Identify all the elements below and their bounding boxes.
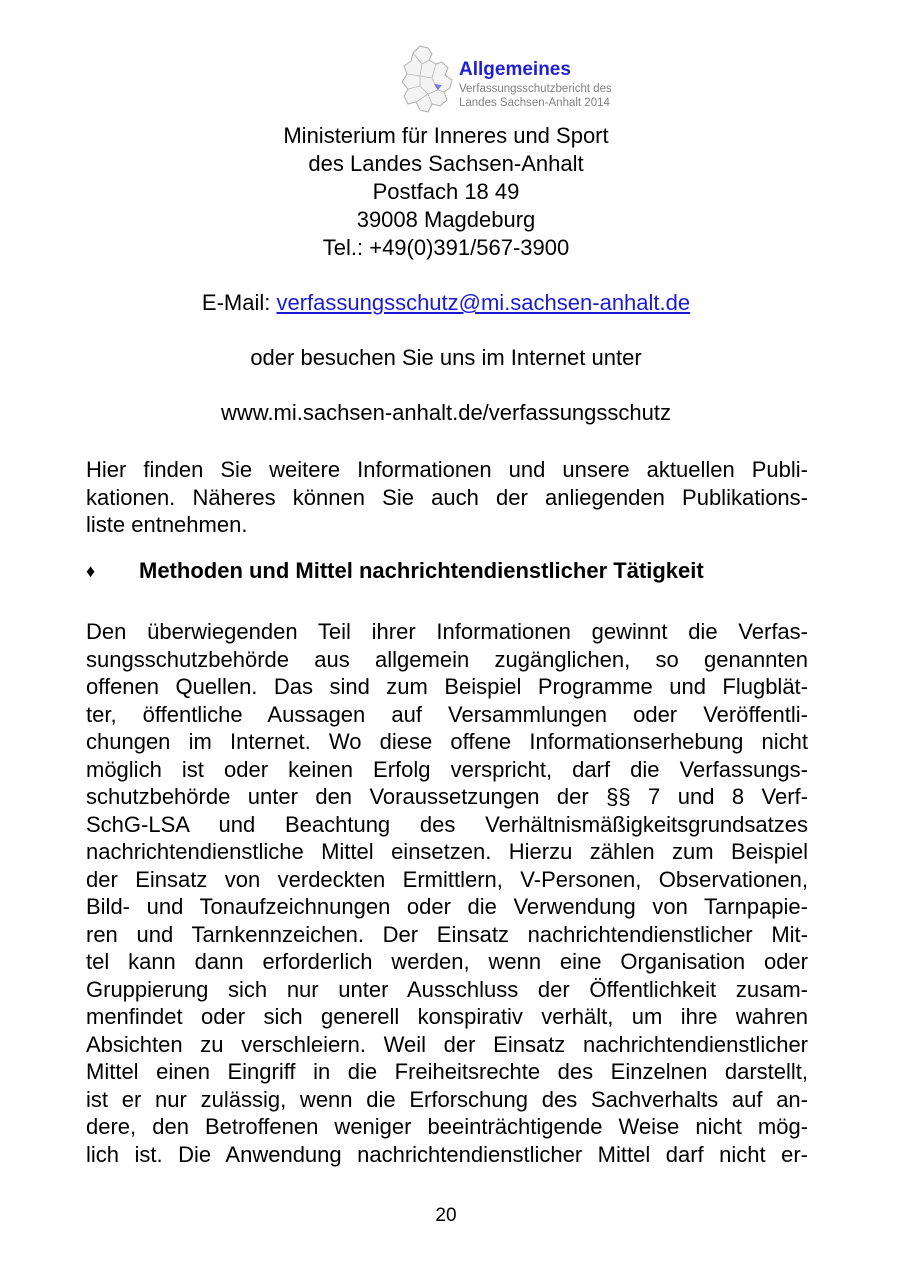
paragraph-line: lich ist. Die Anwendung nachrichtendienstlicher Mittel darf nicht er- bbox=[86, 1141, 808, 1167]
paragraph-line: ren und Tarnkennzeichen. Der Einsatz nachrichtendienstlicher Mit- bbox=[86, 921, 808, 947]
paragraph-line: Den überwiegenden Teil ihrer Informationen gewinnt die Verfas- bbox=[86, 619, 808, 644]
email-label: E-Mail: bbox=[201, 290, 277, 315]
paragraph-line: Mittel einen Eingriff in die Freiheitsrechte des Einzelnen darstellt, bbox=[86, 1059, 808, 1084]
diamond-bullet-icon: ♦ bbox=[86, 561, 96, 581]
paragraph-line: tel kann dann erforderlich werden, wenn eine Organisation oder bbox=[86, 949, 808, 974]
paragraph-line: offenen Quellen. Das sind zum Beispiel Programme und Flugblät- bbox=[86, 674, 808, 699]
paragraph-line: dere, den Betroffenen weniger beeinträchtigende Weise nicht mög- bbox=[86, 1114, 808, 1139]
saxony-anhalt-map-icon bbox=[398, 44, 460, 116]
info-paragraph bbox=[86, 456, 808, 539]
paragraph-line: nachrichtendienstliche Mittel einsetzen. Hierzu zählen zum Beispiel bbox=[86, 839, 808, 864]
paragraph-line: kationen. Näheres können Sie auch der anliegenden Publikations- bbox=[86, 484, 808, 510]
address-line: 39008 Magdeburg bbox=[356, 207, 536, 232]
paragraph-line: sungsschutzbehörde aus allgemein zugänglichen, so genannten bbox=[86, 646, 808, 672]
address-line: des Landes Sachsen-Anhalt bbox=[308, 151, 584, 176]
page-number: 20 bbox=[435, 1205, 457, 1226]
paragraph-line: chungen im Internet. Wo diese offene Informationserhebung nicht bbox=[86, 729, 808, 754]
section-title: Allgemeines bbox=[459, 59, 571, 80]
paragraph-line: Bild- und Tonaufzeichnungen oder die Verwendung von Tarnpapie- bbox=[86, 894, 808, 919]
address-line: Postfach 18 49 bbox=[372, 179, 520, 204]
paragraph-line: menfindet oder sich generell konspirativ verhält, um ihre wahren bbox=[86, 1004, 808, 1029]
paragraph-line: SchG-LSA und Beachtung des Verhältnismäßigkeitsgrundsatzes bbox=[86, 811, 808, 837]
paragraph-line: ter, öffentliche Aussagen auf Versammlungen oder Veröffentli- bbox=[86, 701, 808, 727]
address-block bbox=[0, 122, 892, 262]
email-link[interactable]: verfassungsschutz@mi.sachsen-anhalt.de bbox=[276, 290, 691, 315]
paragraph-line: möglich ist oder keinen Erfolg verspricht, darf die Verfassungs- bbox=[86, 756, 808, 782]
paragraph-line: Hier finden Sie weitere Informationen und unsere aktuellen Publi- bbox=[86, 457, 808, 482]
address-line: Ministerium für Inneres und Sport bbox=[283, 123, 609, 148]
paragraph-line: ist er nur zulässig, wenn die Erforschung des Sachverhalts auf an- bbox=[86, 1086, 808, 1112]
paragraph-line: liste entnehmen. bbox=[86, 512, 248, 537]
report-subtitle-line1: Verfassungsschutzbericht des bbox=[459, 83, 612, 95]
paragraph-line: Gruppierung sich nur unter Ausschluss der Öffentlichkeit zusam- bbox=[86, 976, 808, 1002]
email-line bbox=[0, 289, 892, 317]
paragraph-line: der Einsatz von verdeckten Ermittlern, V-Personen, Observationen, bbox=[86, 866, 808, 892]
phone-line: Tel.: +49(0)391/567-3900 bbox=[322, 235, 570, 260]
page-header bbox=[398, 44, 638, 116]
visit-text: oder besuchen Sie uns im Internet unter bbox=[250, 345, 642, 370]
report-subtitle-line2: Landes Sachsen-Anhalt 2014 bbox=[459, 97, 610, 109]
section-heading-text: Methoden und Mittel nachrichtendienstlicher Tätigkeit bbox=[139, 558, 704, 583]
paragraph-line: Absichten zu verschleiern. Weil der Einsatz nachrichtendienstlicher bbox=[86, 1031, 808, 1057]
paragraph-line: schutzbehörde unter den Voraussetzungen der §§ 7 und 8 Verf- bbox=[86, 784, 808, 809]
body-paragraph bbox=[86, 618, 808, 1168]
website-url: www.mi.sachsen-anhalt.de/verfassungsschutz bbox=[221, 400, 671, 425]
